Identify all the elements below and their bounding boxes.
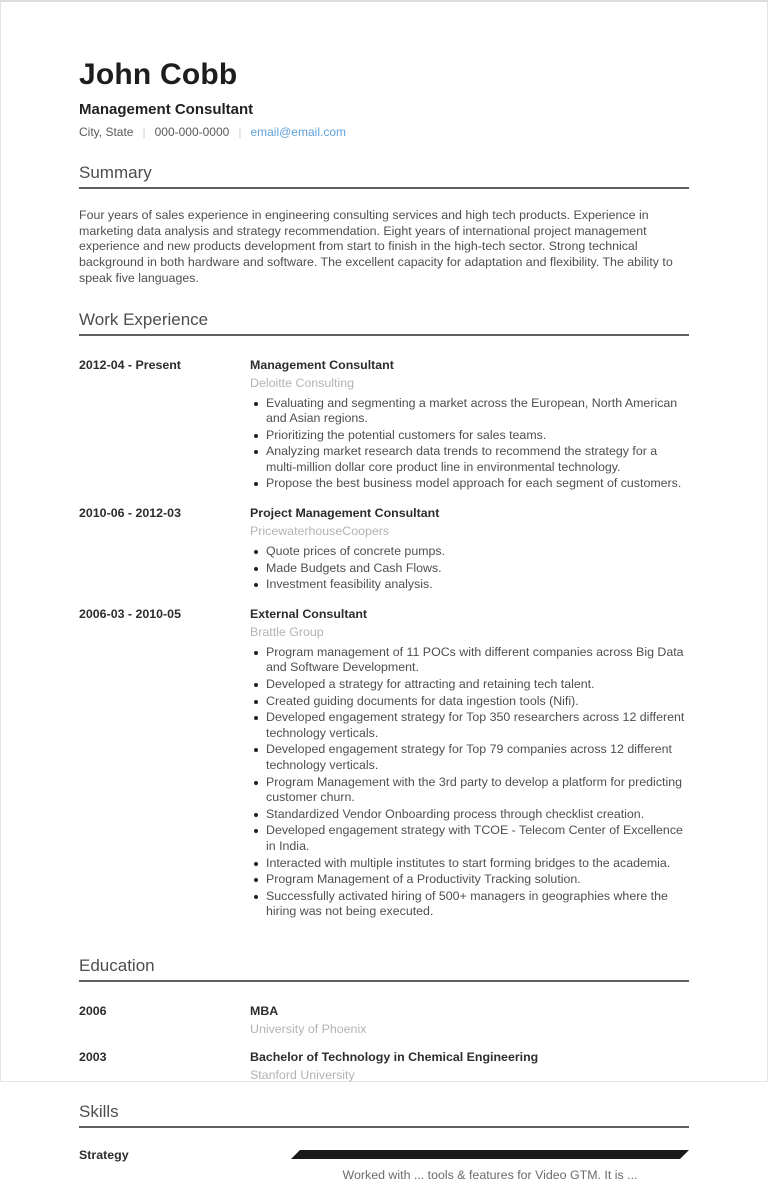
- section-heading-education: Education: [79, 955, 689, 982]
- resume-header: [79, 58, 689, 140]
- work-entry-date: 2012-04 - Present: [79, 357, 181, 372]
- bullet-item: Developed engagement strategy for Top 79 companies across 12 different technology verticals.: [250, 742, 689, 773]
- work-entry-bullets: [250, 396, 689, 493]
- bullet-item: Propose the best business model approach for each segment of customers.: [250, 476, 689, 492]
- section-heading-summary: Summary: [79, 162, 689, 189]
- skill-bar: [291, 1150, 689, 1159]
- education-entry-title: MBA: [250, 1003, 279, 1018]
- work-entry-title: Project Management Consultant: [250, 506, 440, 521]
- skill-row: [79, 1147, 689, 1183]
- work-entry-date: 2010-06 - 2012-03: [79, 506, 181, 521]
- work-entry-date: 2006-03 - 2010-05: [79, 606, 181, 621]
- bullet-item: Evaluating and segmenting a market across the European, North American and Asian regions.: [250, 396, 689, 427]
- skill-description: Worked with ... tools & features for Video GTM. It is ...: [342, 1167, 638, 1182]
- bullet-item: Program Management with the 3rd party to develop a platform for predicting customer churn.: [250, 775, 689, 806]
- section-heading-work: Work Experience: [79, 309, 689, 336]
- education-entry: [79, 1003, 689, 1037]
- work-entry: [79, 357, 689, 494]
- education-entries: [79, 1003, 689, 1083]
- contact-location: City, State: [79, 125, 134, 139]
- summary-text: Four years of sales experience in engineering consulting services and high tech products. Experience in marketing data analysis and strategy recommendation. Eight years of international project management experience and new products development from start to finish in the high-tech sector. Strong technical background in both hardware and software. The excellent capacity for adaptation and flexibility. The ability to speak five languages.: [79, 208, 673, 285]
- work-entry-company: PricewaterhouseCoopers: [250, 524, 390, 539]
- bullet-item: Developed a strategy for attracting and retaining tech talent.: [250, 677, 689, 693]
- skill-bar-fill: [291, 1150, 689, 1159]
- skill-bar-area: [291, 1147, 689, 1183]
- work-entry: [79, 505, 689, 594]
- education-entry-body: [250, 1049, 689, 1083]
- contact-separator: |: [142, 125, 146, 139]
- person-job-title: Management Consultant: [79, 101, 254, 118]
- bullet-item: Developed engagement strategy with TCOE - Telecom Center of Excellence in India.: [250, 823, 689, 854]
- education-entry-school: University of Phoenix: [250, 1021, 367, 1036]
- bullet-item: Program management of 11 POCs with different companies across Big Data and Software Development.: [250, 645, 689, 676]
- contact-separator: |: [238, 125, 242, 139]
- bullet-item: Prioritizing the potential customers for sales teams.: [250, 428, 689, 444]
- bullet-item: Interacted with multiple institutes to start forming bridges to the academia.: [250, 856, 689, 872]
- education-entry-date: 2006: [79, 1003, 107, 1018]
- bullet-item: Made Budgets and Cash Flows.: [250, 561, 689, 577]
- bullet-item: Developed engagement strategy for Top 350 researchers across 12 different technology verticals.: [250, 710, 689, 741]
- contact-phone: 000-000-0000: [154, 125, 230, 139]
- work-entry-company: Brattle Group: [250, 624, 324, 639]
- section-work-experience: [79, 303, 689, 933]
- work-entry-title: Management Consultant: [250, 357, 394, 372]
- skill-rows: [79, 1147, 689, 1183]
- work-entry-bullets: [250, 544, 689, 593]
- work-entry: [79, 606, 689, 921]
- contact-line: [79, 125, 689, 140]
- work-entries: [79, 357, 689, 921]
- education-entry-date: 2003: [79, 1049, 107, 1064]
- contact-email-link[interactable]: email@email.com: [250, 125, 346, 139]
- person-name: John Cobb: [79, 58, 238, 91]
- education-entry-title: Bachelor of Technology in Chemical Engineering: [250, 1049, 539, 1064]
- education-entry-body: [250, 1003, 689, 1037]
- work-entry-body: [250, 357, 689, 494]
- bullet-item: Successfully activated hiring of 500+ managers in geographies where the hiring was not being executed.: [250, 889, 689, 920]
- bullet-item: Created guiding documents for data ingestion tools (Nifi).: [250, 694, 689, 710]
- bullet-item: Quote prices of concrete pumps.: [250, 544, 689, 560]
- section-education: [79, 949, 689, 1095]
- bullet-item: Standardized Vendor Onboarding process through checklist creation.: [250, 807, 689, 823]
- work-entry-bullets: [250, 645, 689, 920]
- section-heading-skills: Skills: [79, 1101, 689, 1128]
- bullet-item: Program Management of a Productivity Tracking solution.: [250, 872, 689, 888]
- bullet-item: Investment feasibility analysis.: [250, 577, 689, 593]
- education-entry: [79, 1049, 689, 1083]
- work-entry-company: Deloitte Consulting: [250, 375, 355, 390]
- skill-label: Strategy: [79, 1147, 129, 1162]
- work-entry-title: External Consultant: [250, 606, 368, 621]
- section-summary: [79, 156, 689, 287]
- work-entry-body: [250, 505, 689, 594]
- section-skills: [79, 1095, 689, 1182]
- bullet-item: Analyzing market research data trends to recommend the strategy for a multi-million dollar core product line in environmental technology.: [250, 444, 689, 475]
- work-entry-body: [250, 606, 689, 921]
- education-entry-school: Stanford University: [250, 1067, 355, 1082]
